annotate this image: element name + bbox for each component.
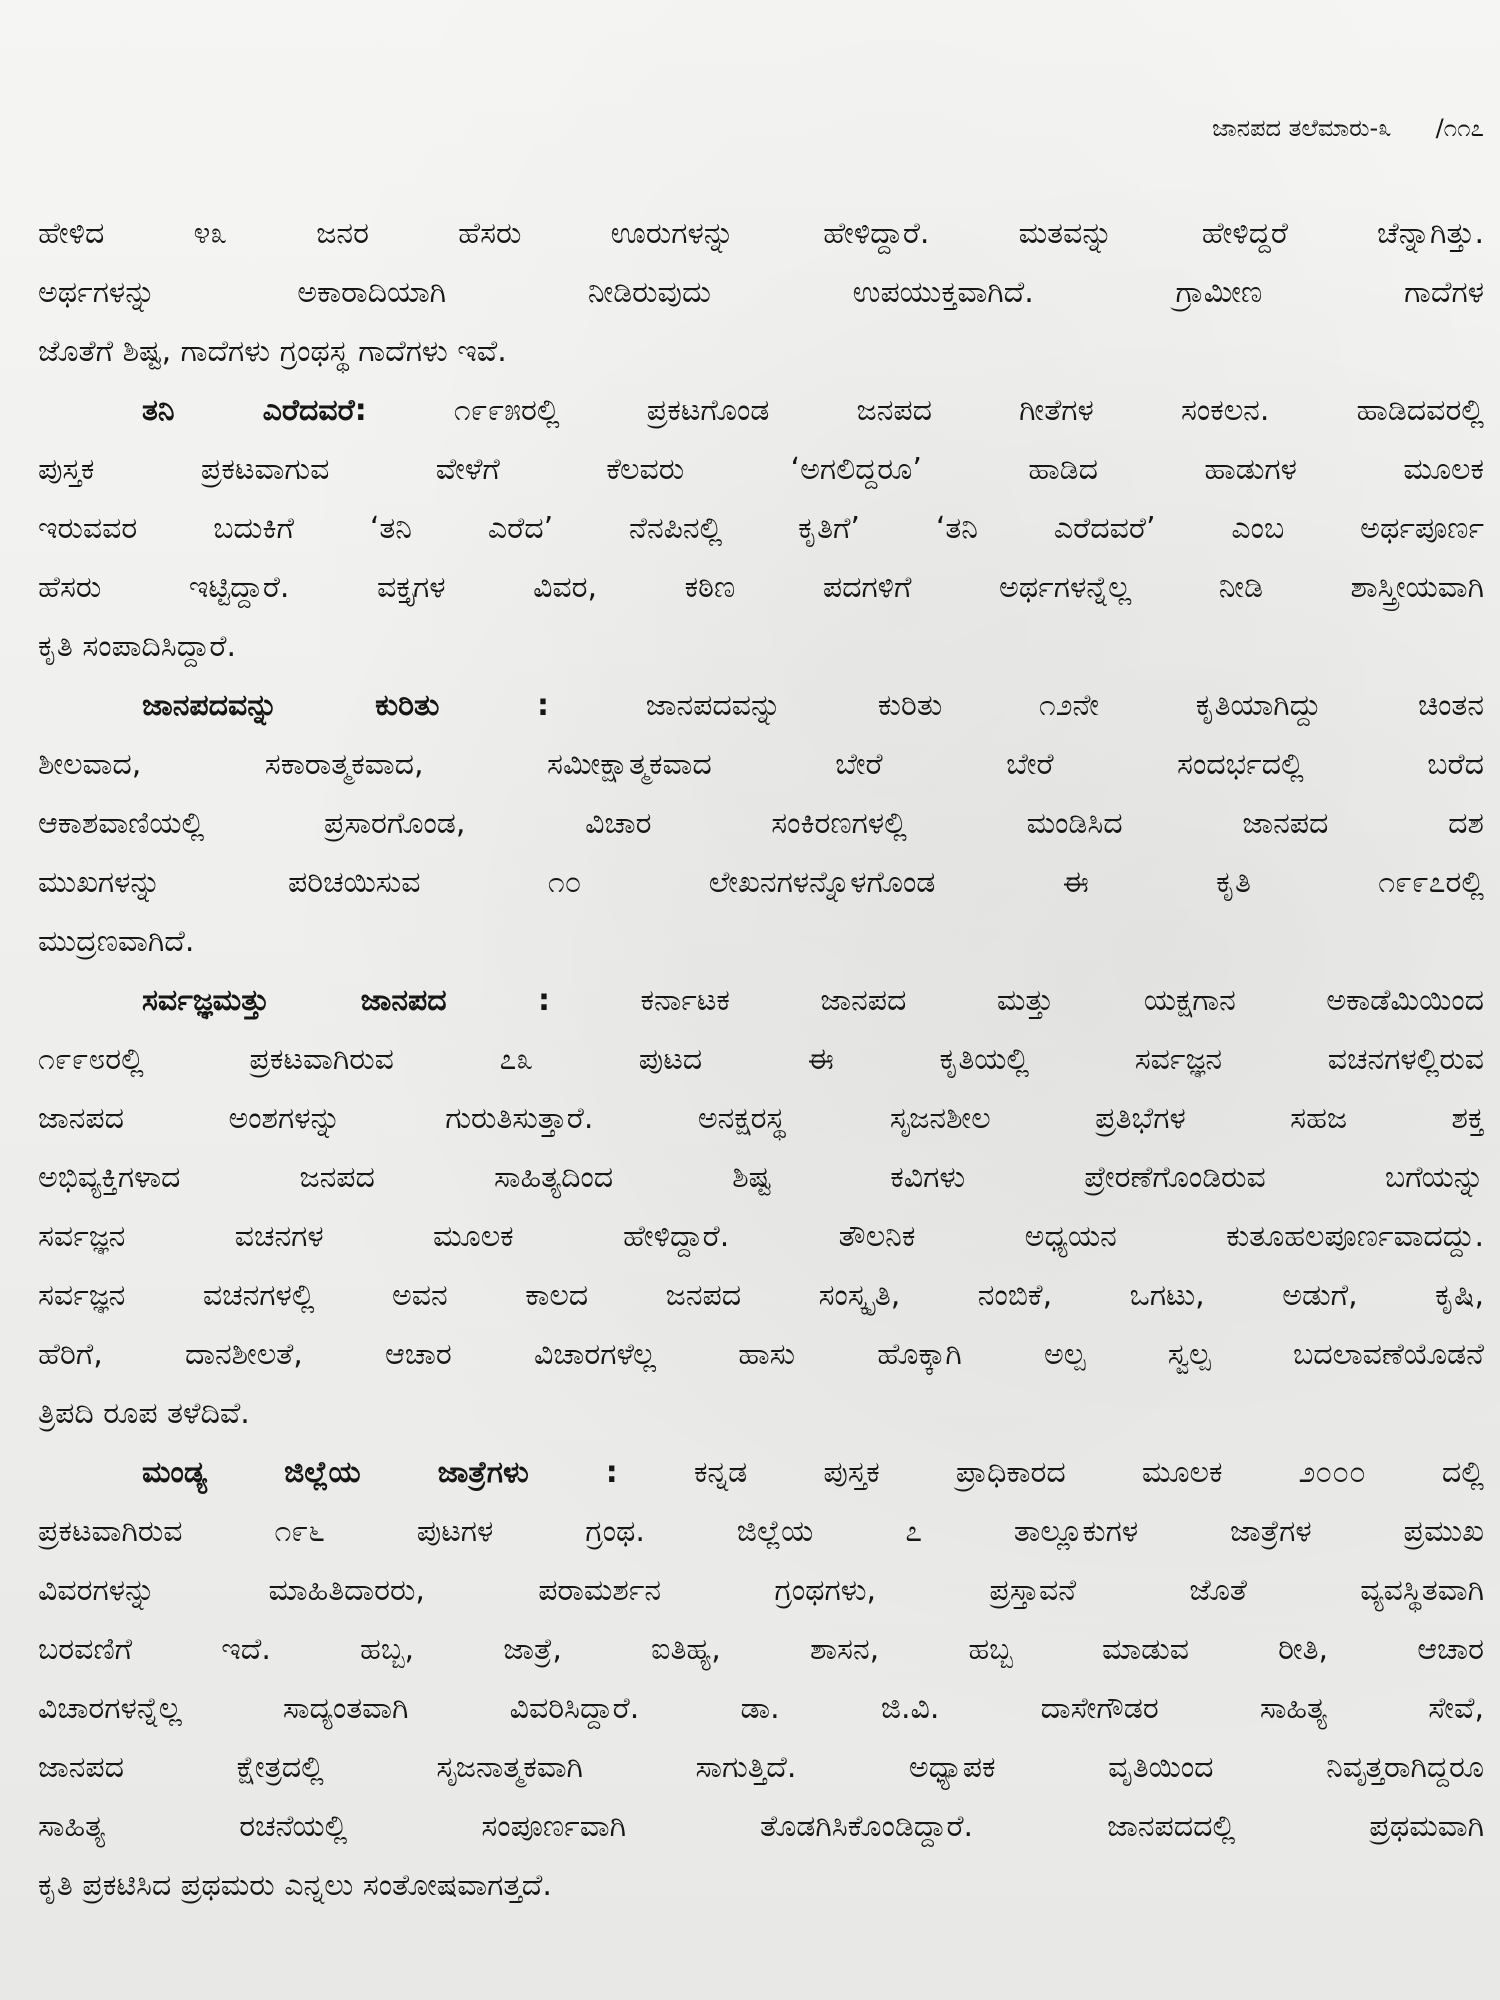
line-text: ಅರ್ಥಗಳನ್ನು ಅಕಾರಾದಿಯಾಗಿ ನೀಡಿರುವುದು ಉಪಯುಕ್ತವಾಗಿದೆ. ಗ್ರಾಮೀಣ ಗಾದೆಗಳ xyxy=(38,275,1484,310)
line-text: ೧೯೯೫ರಲ್ಲಿ ಪ್ರಕಟಗೊಂಡ ಜನಪದ ಗೀತೆಗಳ ಸಂಕಲನ. ಹಾಡಿದವರಲ್ಲಿ xyxy=(453,393,1484,428)
body-text xyxy=(38,204,1484,1915)
line-text: ಸಾಹಿತ್ಯ ರಚನೆಯಲ್ಲಿ ಸಂಪೂರ್ಣವಾಗಿ ತೊಡಗಿಸಿಕೊಂಡಿದ್ದಾರೆ. ಜಾನಪದದಲ್ಲಿ ಪ್ರಥಮವಾಗಿ xyxy=(38,1809,1484,1844)
line-text: ಹೆರಿಗೆ, ದಾನಶೀಲತೆ, ಆಚಾರ ವಿಚಾರಗಳೆಲ್ಲ ಹಾಸು ಹೊಕ್ಕಾಗಿ ಅಲ್ಪ ಸ್ವಲ್ಪ ಬದಲಾವಣೆಯೊಡನೆ xyxy=(38,1337,1484,1372)
line-content xyxy=(142,676,1484,735)
line-text: ಹೆಸರು ಇಟ್ಟಿದ್ದಾರೆ. ವಕ್ತೃಗಳ ವಿವರ, ಕಠಿಣ ಪದಗಳಿಗೆ ಅರ್ಥಗಳನ್ನೆಲ್ಲ ನೀಡಿ ಶಾಸ್ತ್ರೀಯವಾಗಿ xyxy=(38,570,1484,605)
text-line xyxy=(38,912,1484,971)
running-header xyxy=(1212,110,1484,146)
line-text: ಪುಸ್ತಕ ಪ್ರಕಟವಾಗುವ ವೇಳೆಗೆ ಕೆಲವರು ‘ಅಗಲಿದ್ದರೂ’ ಹಾಡಿದ ಹಾಡುಗಳ ಮೂಲಕ xyxy=(38,452,1484,487)
paragraph-continuation xyxy=(38,204,1484,381)
text-line xyxy=(38,1797,1484,1856)
page-number: /೧೧೭ xyxy=(1435,114,1484,142)
text-line xyxy=(38,794,1484,853)
text-line xyxy=(38,322,1484,381)
text-line xyxy=(38,263,1484,322)
text-line xyxy=(38,1325,1484,1384)
line-text: ಕನ್ನಡ ಪುಸ್ತಕ ಪ್ರಾಧಿಕಾರದ ಮೂಲಕ ೨೦೦೦ ದಲ್ಲಿ xyxy=(693,1455,1484,1490)
running-title: ಜಾನಪದ ತಲೆಮಾರು-೩ xyxy=(1212,114,1392,142)
text-line xyxy=(38,1502,1484,1561)
text-line xyxy=(38,1856,1484,1915)
line-text: ೧೯೯೮ರಲ್ಲಿ ಪ್ರಕಟವಾಗಿರುವ ೭೩ ಪುಟದ ಈ ಕೃತಿಯಲ್ಲಿ ಸರ್ವಜ್ಞನ ವಚನಗಳಲ್ಲಿರುವ xyxy=(38,1042,1484,1077)
line-content xyxy=(142,381,1484,440)
text-line xyxy=(38,1679,1484,1738)
line-text: ಆಕಾಶವಾಣಿಯಲ್ಲಿ ಪ್ರಸಾರಗೊಂಡ, ವಿಚಾರ ಸಂಕಿರಣಗಳಲ್ಲಿ ಮಂಡಿಸಿದ ಜಾನಪದ ದಶ xyxy=(38,806,1484,841)
section-heading: ಮಂಡ್ಯ ಜಿಲ್ಲೆಯ ಜಾತ್ರೆಗಳು : xyxy=(142,1455,618,1490)
text-line xyxy=(38,558,1484,617)
section-heading: ಜಾನಪದವನ್ನು ಕುರಿತು : xyxy=(142,688,550,723)
text-line xyxy=(142,381,1484,440)
text-line xyxy=(38,617,1484,676)
line-text: ಕರ್ನಾಟಕ ಜಾನಪದ ಮತ್ತು ಯಕ್ಷಗಾನ ಅಕಾಡೆಮಿಯಿಂದ xyxy=(640,983,1484,1018)
line-text: ಜಾನಪದವನ್ನು ಕುರಿತು ೧೨ನೇ ಕೃತಿಯಾಗಿದ್ದು ಚಿಂತನ xyxy=(645,688,1484,723)
text-line xyxy=(38,1207,1484,1266)
text-line xyxy=(38,853,1484,912)
section-heading: ತನಿ ಎರೆದವರೆ: xyxy=(142,393,367,428)
line-text: ಜೊತೆಗೆ ಶಿಷ್ಟ, ಗಾದೆಗಳು ಗ್ರಂಥಸ್ಥ ಗಾದೆಗಳು ಇವೆ. xyxy=(38,334,507,369)
line-text: ಬರವಣಿಗೆ ಇದೆ. ಹಬ್ಬ, ಜಾತ್ರೆ, ಐತಿಹ್ಯ, ಶಾಸನ, ಹಬ್ಬ ಮಾಡುವ ರೀತಿ, ಆಚಾರ xyxy=(38,1632,1484,1667)
text-line xyxy=(38,499,1484,558)
line-text: ವಿವರಗಳನ್ನು ಮಾಹಿತಿದಾರರು, ಪರಾಮರ್ಶನ ಗ್ರಂಥಗಳು, ಪ್ರಸ್ತಾವನೆ ಜೊತೆ ವ್ಯವಸ್ಥಿತವಾಗಿ xyxy=(38,1573,1484,1608)
text-line xyxy=(38,204,1484,263)
text-line xyxy=(38,1266,1484,1325)
text-line xyxy=(38,1148,1484,1207)
line-text: ಕೃತಿ ಸಂಪಾದಿಸಿದ್ದಾರೆ. xyxy=(38,629,237,664)
text-line xyxy=(142,971,1484,1030)
line-text: ತ್ರಿಪದಿ ರೂಪ ತಳೆದಿವೆ. xyxy=(38,1396,250,1431)
line-text: ಕೃತಿ ಪ್ರಕಟಿಸಿದ ಪ್ರಥಮರು ಎನ್ನಲು ಸಂತೋಷವಾಗತ್ತದೆ. xyxy=(38,1868,552,1903)
text-line xyxy=(38,1738,1484,1797)
text-line xyxy=(38,1384,1484,1443)
section-heading: ಸರ್ವಜ್ಞಮತ್ತು ಜಾನಪದ : xyxy=(142,983,551,1018)
line-content xyxy=(142,1443,1484,1502)
line-text: ಜಾನಪದ ಅಂಶಗಳನ್ನು ಗುರುತಿಸುತ್ತಾರೆ. ಅನಕ್ಷರಸ್ಥ ಸೃಜನಶೀಲ ಪ್ರತಿಭೆಗಳ ಸಹಜ ಶಕ್ತ xyxy=(38,1101,1484,1136)
text-line xyxy=(38,1620,1484,1679)
text-line xyxy=(38,440,1484,499)
text-line xyxy=(142,1443,1484,1502)
line-text: ಹೇಳಿದ ೪೩ ಜನರ ಹೆಸರು ಊರುಗಳನ್ನು ಹೇಳಿದ್ದಾರೆ. ಮತವನ್ನು ಹೇಳಿದ್ದರೆ ಚೆನ್ನಾಗಿತ್ತು. xyxy=(38,216,1484,251)
text-line xyxy=(38,1030,1484,1089)
line-content xyxy=(142,971,1484,1030)
line-text: ಸರ್ವಜ್ಞನ ವಚನಗಳ ಮೂಲಕ ಹೇಳಿದ್ದಾರೆ. ತೌಲನಿಕ ಅಧ್ಯಯನ ಕುತೂಹಲಪೂರ್ಣವಾದದ್ದು. xyxy=(38,1219,1484,1254)
paragraph-janapadavannu-kuritu xyxy=(38,676,1484,971)
paragraph-tani-eredavare xyxy=(38,381,1484,676)
text-line xyxy=(142,676,1484,735)
line-text: ಶೀಲವಾದ, ಸಕಾರಾತ್ಮಕವಾದ, ಸಮೀಕ್ಷಾತ್ಮಕವಾದ ಬೇರೆ ಬೇರೆ ಸಂದರ್ಭದಲ್ಲಿ ಬರೆದ xyxy=(38,747,1484,782)
line-text: ಪ್ರಕಟವಾಗಿರುವ ೧೯೬ ಪುಟಗಳ ಗ್ರಂಥ. ಜಿಲ್ಲೆಯ ೭ ತಾಲ್ಲೂಕುಗಳ ಜಾತ್ರೆಗಳ ಪ್ರಮುಖ xyxy=(38,1514,1484,1549)
text-line xyxy=(38,1089,1484,1148)
line-text: ಮುಖಗಳನ್ನು ಪರಿಚಯಿಸುವ ೧೦ ಲೇಖನಗಳನ್ನೊಳಗೊಂಡ ಈ ಕೃತಿ ೧೯೯೭ರಲ್ಲಿ xyxy=(38,865,1484,900)
text-line xyxy=(38,735,1484,794)
line-text: ಸರ್ವಜ್ಞನ ವಚನಗಳಲ್ಲಿ ಅವನ ಕಾಲದ ಜನಪದ ಸಂಸ್ಕೃತಿ, ನಂಬಿಕೆ, ಒಗಟು, ಅಡುಗೆ, ಕೃಷಿ, xyxy=(38,1278,1484,1313)
line-text: ವಿಚಾರಗಳನ್ನೆಲ್ಲ ಸಾದ್ಯಂತವಾಗಿ ವಿವರಿಸಿದ್ದಾರೆ. ಡಾ. ಜಿ.ವಿ. ದಾಸೇಗೌಡರ ಸಾಹಿತ್ಯ ಸೇವೆ, xyxy=(38,1691,1484,1726)
line-text: ಅಭಿವ್ಯಕ್ತಿಗಳಾದ ಜನಪದ ಸಾಹಿತ್ಯದಿಂದ ಶಿಷ್ಟ ಕವಿಗಳು ಪ್ರೇರಣೆಗೊಂಡಿರುವ ಬಗೆಯನ್ನು xyxy=(38,1160,1484,1195)
line-text: ಇರುವವರ ಬದುಕಿಗೆ ‘ತನಿ ಎರೆದ’ ನೆನಪಿನಲ್ಲಿ ಕೃತಿಗೆ’ ‘ತನಿ ಎರೆದವರೆ’ ಎಂಬ ಅರ್ಥಪೂರ್ಣ xyxy=(38,511,1484,546)
text-line xyxy=(38,1561,1484,1620)
paragraph-sarvajna-janapada xyxy=(38,971,1484,1443)
paragraph-mandya-jatregalu xyxy=(38,1443,1484,1915)
line-text: ಮುದ್ರಣವಾಗಿದೆ. xyxy=(38,924,195,959)
line-text: ಜಾನಪದ ಕ್ಷೇತ್ರದಲ್ಲಿ ಸೃಜನಾತ್ಮಕವಾಗಿ ಸಾಗುತ್ತಿದೆ. ಅಧ್ಯಾಪಕ ವೃತಿಯಿಂದ ನಿವೃತ್ತರಾಗಿದ್ದರೂ xyxy=(38,1750,1484,1785)
